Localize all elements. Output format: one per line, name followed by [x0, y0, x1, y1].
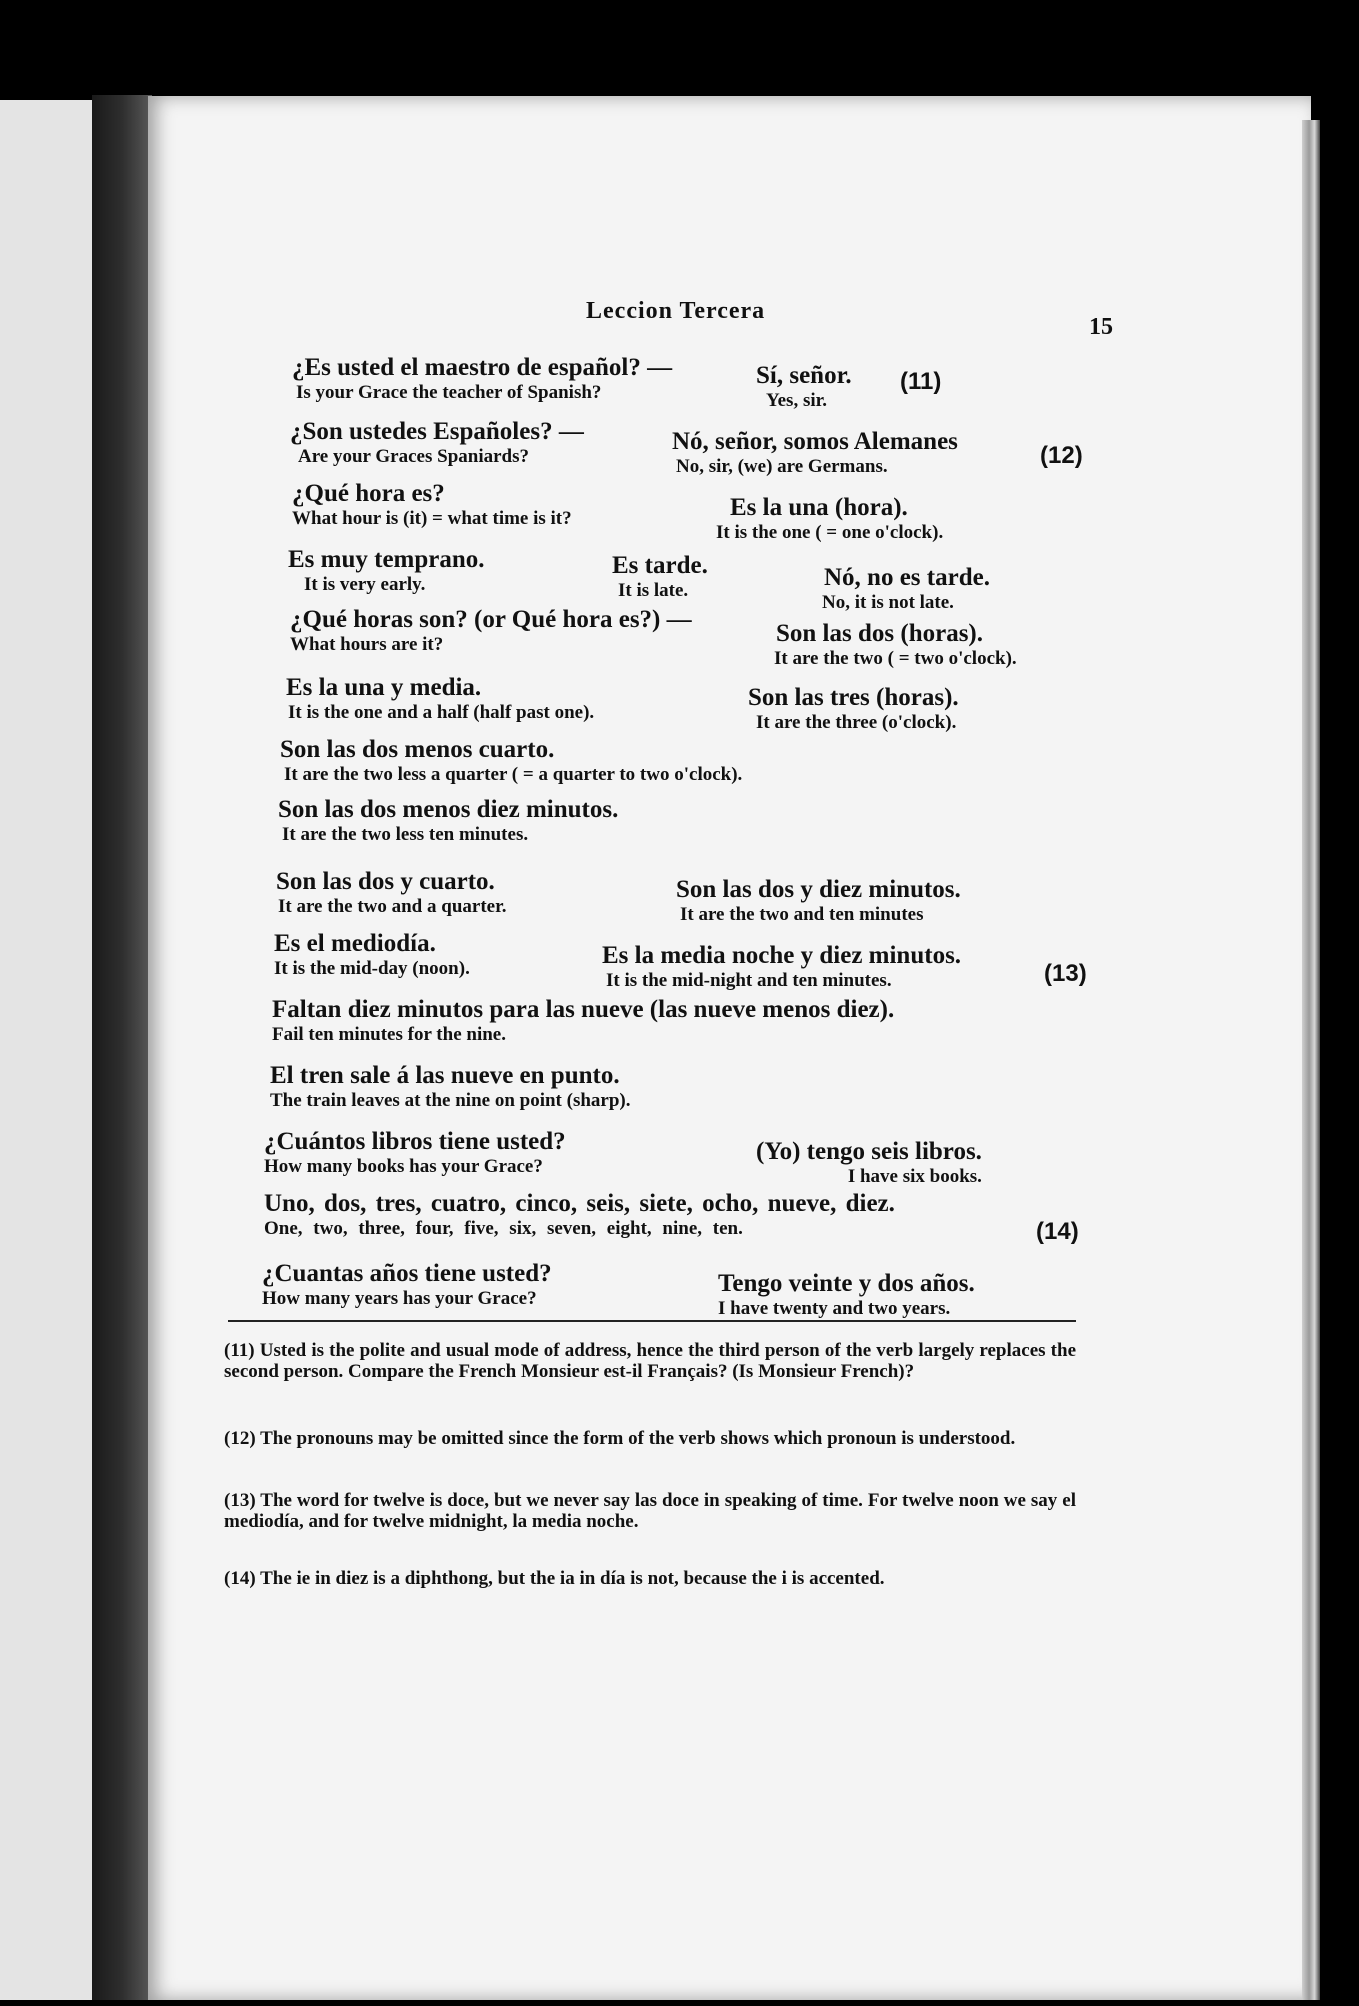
entry [756, 362, 852, 412]
english-gloss: What hour is (it) = what time is it? [292, 508, 572, 529]
entry [602, 942, 961, 992]
footnote-reference: (14) [1036, 1218, 1079, 1245]
spanish-phrase: Son las dos y diez minutos. [676, 876, 961, 903]
entry [278, 796, 618, 846]
footnote-reference: (11) [900, 368, 942, 395]
english-gloss: It are the two less ten minutes. [282, 824, 529, 845]
entry [262, 1260, 552, 1310]
entry [276, 868, 507, 918]
entry [292, 354, 672, 404]
spanish-phrase: ¿Cuantas años tiene usted? [262, 1260, 552, 1287]
entry [290, 418, 584, 468]
footnote-text: The ie in diez is a diphthong, but the ia in día is not, because the i is accented. [260, 1568, 885, 1589]
english-gloss: The train leaves at the nine on point (sharp). [270, 1090, 631, 1111]
english-gloss: How many years has your Grace? [262, 1288, 537, 1309]
spanish-phrase: Uno, dos, tres, cuatro, cinco, seis, siete, ocho, nueve, diez. [264, 1190, 895, 1217]
footnote-reference: (12) [1040, 442, 1083, 469]
english-gloss: I have twenty and two years. [718, 1298, 951, 1319]
english-gloss: It is the mid-day (noon). [274, 958, 470, 979]
footnote-11 [224, 1340, 1076, 1382]
entry [272, 996, 894, 1046]
spanish-phrase: ¿Qué horas son? (or Qué hora es?) — [290, 606, 692, 633]
english-gloss: How many books has your Grace? [264, 1156, 543, 1177]
spanish-phrase: Son las dos menos diez minutos. [278, 796, 619, 823]
entry [676, 876, 961, 926]
entry [280, 736, 742, 786]
spanish-phrase: Es la media noche y diez minutos. [602, 942, 962, 969]
english-gloss: It are the three (o'clock). [756, 712, 957, 733]
spanish-phrase: Faltan diez minutos para las nueve (las nueve menos diez). [272, 996, 895, 1023]
footnote-number: (12) [224, 1428, 256, 1449]
footnote-text: The pronouns may be omitted since the form of the verb shows which pronoun is understood. [260, 1428, 1016, 1449]
footnote-number: (14) [224, 1568, 256, 1589]
spanish-phrase: Nó, señor, somos Alemanes [672, 428, 958, 455]
english-gloss: It are the two and a quarter. [278, 896, 507, 917]
entry [718, 1270, 975, 1320]
spanish-phrase: Son las dos (horas). [776, 620, 983, 647]
footnote-number: (13) [224, 1490, 256, 1511]
english-gloss: It is late. [618, 580, 689, 601]
running-header: Leccion Tercera [586, 298, 766, 324]
english-gloss: It is the mid-night and ten minutes. [606, 970, 892, 991]
spanish-phrase: ¿Son ustedes Españoles? — [290, 418, 584, 445]
footnote-number: (11) [224, 1340, 255, 1361]
english-gloss: No, it is not late. [822, 592, 954, 613]
english-gloss: Are your Graces Spaniards? [298, 446, 529, 467]
entry [270, 1062, 631, 1112]
entry [716, 494, 943, 544]
footnote-text: The word for twelve is doce, but we never say las doce in speaking of time. For twelve noon we say el mediodía, and for twelve midnight, la media noche. [224, 1490, 1076, 1532]
entry [672, 428, 958, 478]
spanish-phrase: (Yo) tengo seis libros. [756, 1138, 982, 1165]
english-gloss: What hours are it? [290, 634, 444, 655]
spanish-phrase: El tren sale á las nueve en punto. [270, 1062, 620, 1089]
english-gloss: No, sir, (we) are Germans. [676, 456, 888, 477]
english-gloss: Is your Grace the teacher of Spanish? [296, 382, 602, 403]
entry [286, 674, 594, 724]
english-gloss: It is the one ( = one o'clock). [716, 522, 944, 543]
english-gloss: It are the two ( = two o'clock). [774, 648, 1017, 669]
spanish-phrase: ¿Qué hora es? [292, 480, 445, 507]
english-gloss: It is very early. [304, 574, 426, 595]
spanish-phrase: Es la una y media. [286, 674, 482, 701]
footnote-13 [224, 1490, 1076, 1532]
entry [290, 606, 692, 656]
english-gloss: Yes, sir. [766, 390, 828, 411]
spanish-phrase: Son las tres (horas). [748, 684, 959, 711]
footnote-text: Usted is the polite and usual mode of address, hence the third person of the verb largely replaces the second person. Compare the French Monsieur est-il Français? (Is Monsieur French)? [224, 1340, 1076, 1382]
entry [822, 564, 990, 614]
book-binding [92, 95, 152, 2000]
footnote-reference: (13) [1044, 960, 1087, 987]
english-gloss: It is the one and a half (half past one). [288, 702, 595, 723]
english-gloss: One, two, three, four, five, six, seven, eight, nine, ten. [264, 1218, 743, 1239]
entry [264, 1190, 895, 1240]
entry [274, 930, 470, 980]
spanish-phrase: Es la una (hora). [730, 494, 908, 521]
english-gloss: Fail ten minutes for the nine. [272, 1024, 506, 1045]
footnote-14 [224, 1568, 1076, 1589]
entry [774, 620, 1017, 670]
entry [288, 546, 485, 596]
spanish-phrase: Son las dos y cuarto. [276, 868, 495, 895]
entry [748, 684, 959, 734]
footnote-divider [228, 1320, 1076, 1322]
spanish-phrase: ¿Cuántos libros tiene usted? [264, 1128, 566, 1155]
spanish-phrase: Es muy temprano. [288, 546, 485, 573]
spanish-phrase: Es el mediodía. [274, 930, 436, 957]
english-gloss: It are the two and ten minutes [680, 904, 924, 925]
page-stack-edge [1302, 120, 1320, 2000]
entry [292, 480, 572, 530]
spanish-phrase: Nó, no es tarde. [824, 564, 990, 591]
spanish-phrase: Es tarde. [612, 552, 708, 579]
entry [264, 1128, 566, 1178]
entry [756, 1138, 982, 1188]
page-number: 15 [1089, 314, 1113, 340]
english-gloss: I have six books. [847, 1166, 982, 1187]
english-gloss: It are the two less a quarter ( = a quarter to two o'clock). [284, 764, 743, 785]
spanish-phrase: ¿Es usted el maestro de español? — [292, 354, 673, 381]
spanish-phrase: Son las dos menos cuarto. [280, 736, 555, 763]
spanish-phrase: Tengo veinte y dos años. [718, 1270, 975, 1297]
spanish-phrase: Sí, señor. [756, 362, 852, 389]
entry [612, 552, 708, 602]
footnote-12 [224, 1428, 1076, 1449]
